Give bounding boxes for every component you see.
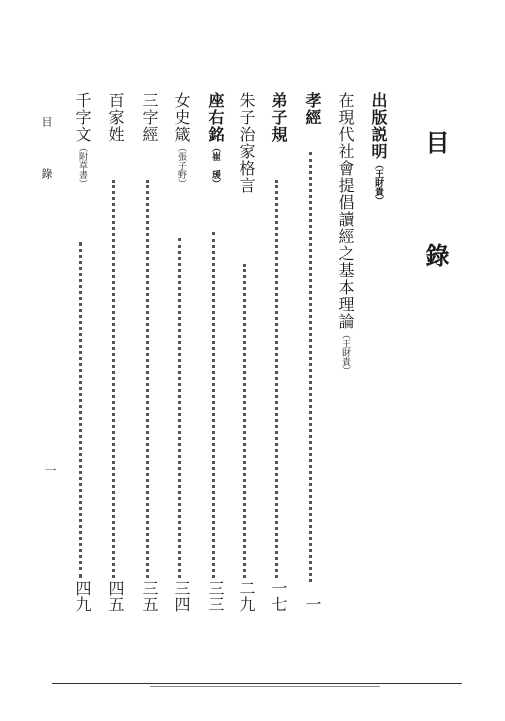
toc-entry-title: 在現代社會提倡讀經之基本理論（王財貴）: [336, 92, 355, 375]
leader-dots: [212, 232, 215, 578]
toc-entry-title: 朱子治家格言: [237, 92, 256, 194]
page-bottom-rule: [52, 683, 462, 684]
toc-entry-page: 四九: [73, 580, 92, 612]
toc-entry-page: 二九: [237, 580, 256, 612]
toc-entry-xiaojing[interactable]: [298, 92, 326, 612]
toc-entry-qianziwen[interactable]: [68, 92, 96, 612]
toc-entry-nushizhen[interactable]: [167, 92, 195, 612]
toc-entry-preface[interactable]: [364, 92, 392, 612]
toc-entry-dizigui[interactable]: [264, 92, 292, 612]
toc-entry-theory[interactable]: [331, 92, 359, 612]
page-bottom-rule-secondary: [150, 686, 380, 687]
leader-dots: [275, 180, 278, 578]
toc-entry-page: 三三: [206, 580, 225, 612]
leader-dots: [146, 180, 149, 578]
toc-entry-sanzijing[interactable]: [135, 92, 163, 612]
toc-entry-author: （王財貴）: [373, 160, 383, 205]
toc-entry-baijiaxing[interactable]: [101, 92, 129, 612]
toc-entry-author: （附草書）: [77, 143, 87, 188]
toc-entry-page: 一: [303, 596, 322, 612]
leader-dots: [112, 180, 115, 578]
toc-entry-title: 女史箴（張子野）: [172, 92, 191, 188]
toc-entry-title: 三字經: [140, 92, 159, 143]
toc-entry-zuoyouming[interactable]: [201, 92, 229, 612]
toc-entry-author: （張子野）: [176, 143, 186, 188]
toc-entry-page: 一七: [269, 580, 288, 612]
toc-entry-title: 百家姓: [106, 92, 125, 143]
leader-dots: [178, 238, 181, 578]
toc-entry-title: 千字文（附草書）: [73, 92, 92, 188]
toc-entry-page: 三五: [140, 580, 159, 612]
toc-entry-title: 弟子規: [269, 92, 288, 143]
toc-entry-author: （王財貴）: [340, 330, 350, 375]
toc-entry-title: 座右銘（崔 瑗）: [206, 92, 225, 188]
toc-entry-title: 孝經: [303, 92, 322, 126]
toc-entry-page: 四五: [106, 580, 125, 612]
toc-entry-page: 三四: [172, 580, 191, 612]
page-number: 一: [43, 464, 57, 476]
leader-dots: [79, 242, 82, 578]
toc-entry-title: 出版説明（王財貴）: [369, 92, 388, 205]
leader-dots: [309, 152, 312, 582]
toc-entry-author: （崔 瑗）: [210, 143, 220, 188]
toc-entry-zhuzi[interactable]: [232, 92, 260, 612]
running-header: 目 錄: [40, 116, 53, 193]
leader-dots: [243, 264, 246, 578]
toc-title: 目 錄: [421, 130, 450, 297]
